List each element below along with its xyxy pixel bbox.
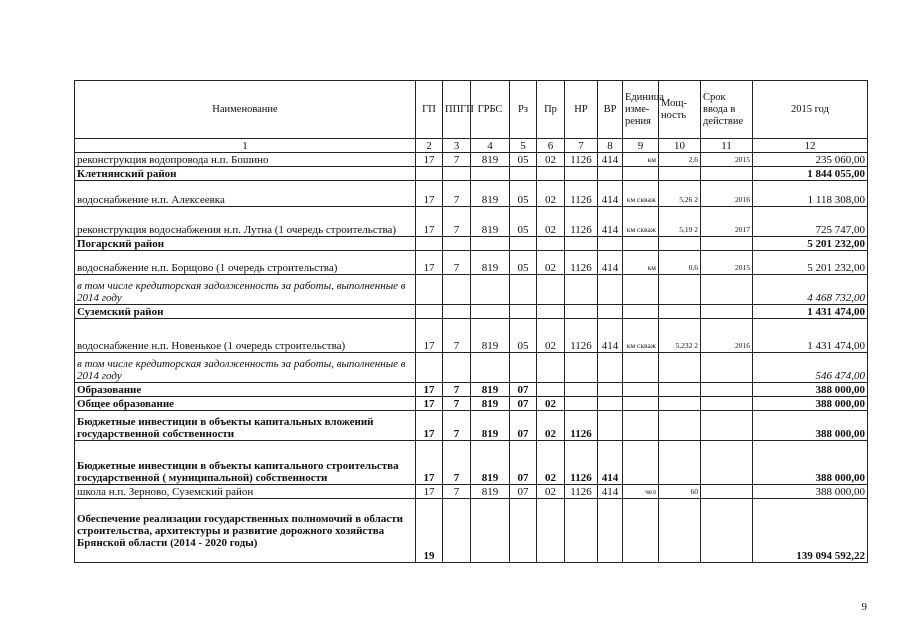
cell-gp: 17 [416, 411, 443, 441]
cell-ppgp: 7 [443, 441, 471, 485]
cell-unit: км [623, 153, 659, 167]
cell-gp: 17 [416, 485, 443, 499]
cell-pr [537, 499, 565, 563]
cell-amount: 388 000,00 [753, 397, 868, 411]
col-index: 3 [443, 139, 471, 153]
cell-ppgp: 7 [443, 207, 471, 237]
cell-term [701, 383, 753, 397]
cell-pr: 02 [537, 485, 565, 499]
cell-name: Клетнянский район [75, 167, 416, 181]
cell-name: Образование [75, 383, 416, 397]
cell-vr [598, 499, 623, 563]
cell-pr: 02 [537, 397, 565, 411]
cell-term [701, 353, 753, 383]
cell-name: в том числе кредиторская задолженность за работы, выполненные в 2014 году [75, 275, 416, 305]
cell-nr [565, 353, 598, 383]
cell-amount: 388 000,00 [753, 485, 868, 499]
cell-vr: 414 [598, 485, 623, 499]
cell-name: Бюджетные инвестиции в объекты капитальных вложений государственной собственности [75, 411, 416, 441]
cell-name: водоснабжение н.п. Алексеевка [75, 181, 416, 207]
cell-ppgp: 7 [443, 251, 471, 275]
cell-nr: 1126 [565, 441, 598, 485]
col-header-ppgp: ППГП [443, 81, 471, 139]
cell-vr: 414 [598, 181, 623, 207]
column-index-row [75, 139, 868, 153]
cell-gp: 17 [416, 397, 443, 411]
cell-pr [537, 237, 565, 251]
cell-pr [537, 275, 565, 305]
cell-vr [598, 305, 623, 319]
cell-rz: 05 [510, 207, 537, 237]
cell-ppgp: 7 [443, 485, 471, 499]
cell-ppgp [443, 353, 471, 383]
table-row [75, 397, 868, 411]
col-header-year: 2015 год [753, 81, 868, 139]
cell-nr [565, 275, 598, 305]
cell-pr: 02 [537, 411, 565, 441]
cell-pr: 02 [537, 319, 565, 353]
cell-power [659, 411, 701, 441]
cell-grbs [471, 167, 510, 181]
cell-grbs: 819 [471, 411, 510, 441]
cell-nr: 1126 [565, 319, 598, 353]
cell-power [659, 305, 701, 319]
cell-gp: 17 [416, 441, 443, 485]
cell-vr: 414 [598, 441, 623, 485]
cell-power [659, 499, 701, 563]
col-index: 11 [701, 139, 753, 153]
col-header-power: Мощ-ность [659, 81, 701, 139]
col-header-unit: Единица изме-рения [623, 81, 659, 139]
col-header-grbs: ГРБС [471, 81, 510, 139]
cell-rz: 07 [510, 397, 537, 411]
header-row [75, 81, 868, 139]
cell-unit [623, 383, 659, 397]
table-row [75, 441, 868, 485]
cell-ppgp [443, 499, 471, 563]
cell-pr: 02 [537, 207, 565, 237]
cell-power: 5,19 2 [659, 207, 701, 237]
cell-gp [416, 353, 443, 383]
cell-unit [623, 499, 659, 563]
cell-amount: 388 000,00 [753, 383, 868, 397]
cell-gp [416, 237, 443, 251]
cell-rz [510, 167, 537, 181]
col-header-gp: ГП [416, 81, 443, 139]
cell-unit: км [623, 251, 659, 275]
cell-vr: 414 [598, 251, 623, 275]
cell-rz [510, 237, 537, 251]
cell-rz: 05 [510, 181, 537, 207]
cell-rz: 05 [510, 319, 537, 353]
cell-ppgp: 7 [443, 181, 471, 207]
cell-name: школа н.п. Зерново, Суземский район [75, 485, 416, 499]
cell-vr: 414 [598, 319, 623, 353]
cell-ppgp [443, 167, 471, 181]
cell-grbs: 819 [471, 485, 510, 499]
cell-grbs [471, 305, 510, 319]
cell-ppgp [443, 305, 471, 319]
cell-amount: 725 747,00 [753, 207, 868, 237]
cell-unit [623, 411, 659, 441]
cell-pr [537, 353, 565, 383]
cell-rz: 07 [510, 485, 537, 499]
cell-rz [510, 499, 537, 563]
cell-name: водоснабжение н.п. Борщово (1 очередь строительства) [75, 251, 416, 275]
table-row [75, 207, 868, 237]
cell-nr: 1126 [565, 207, 598, 237]
cell-nr [565, 383, 598, 397]
cell-vr [598, 411, 623, 441]
cell-term: 2017 [701, 207, 753, 237]
cell-nr: 1126 [565, 411, 598, 441]
cell-pr: 02 [537, 251, 565, 275]
cell-ppgp [443, 237, 471, 251]
cell-nr: 1126 [565, 485, 598, 499]
table-body [75, 153, 868, 563]
table-row [75, 305, 868, 319]
cell-vr: 414 [598, 153, 623, 167]
cell-term [701, 305, 753, 319]
cell-gp: 19 [416, 499, 443, 563]
cell-amount: 139 094 592,22 [753, 499, 868, 563]
cell-vr [598, 237, 623, 251]
table-row [75, 275, 868, 305]
budget-table [74, 80, 868, 563]
cell-nr [565, 397, 598, 411]
col-header-name: Наименование [75, 81, 416, 139]
cell-power [659, 397, 701, 411]
col-index: 10 [659, 139, 701, 153]
cell-unit [623, 237, 659, 251]
cell-name: реконструкция водопровода н.п. Бошино [75, 153, 416, 167]
cell-power: 2,6 [659, 153, 701, 167]
cell-pr: 02 [537, 441, 565, 485]
cell-term [701, 411, 753, 441]
cell-name: Погарский район [75, 237, 416, 251]
col-index: 12 [753, 139, 868, 153]
cell-unit: чел [623, 485, 659, 499]
cell-rz: 07 [510, 383, 537, 397]
page-number: 9 [861, 601, 867, 613]
cell-power [659, 383, 701, 397]
cell-ppgp: 7 [443, 397, 471, 411]
cell-grbs: 819 [471, 181, 510, 207]
cell-pr [537, 305, 565, 319]
col-header-vr: ВР [598, 81, 623, 139]
cell-grbs: 819 [471, 397, 510, 411]
cell-term: 2015 [701, 251, 753, 275]
cell-vr [598, 397, 623, 411]
cell-term: 2015 [701, 153, 753, 167]
cell-term: 2016 [701, 181, 753, 207]
cell-gp [416, 275, 443, 305]
col-header-term: Срок ввода в действие [701, 81, 753, 139]
cell-amount: 1 431 474,00 [753, 305, 868, 319]
cell-rz [510, 275, 537, 305]
cell-vr [598, 383, 623, 397]
cell-amount: 388 000,00 [753, 411, 868, 441]
col-index: 5 [510, 139, 537, 153]
cell-name: Бюджетные инвестиции в объекты капитального строительства государственной ( муниципальной) собственности [75, 441, 416, 485]
cell-unit [623, 441, 659, 485]
col-header-rz: Рз [510, 81, 537, 139]
cell-rz: 05 [510, 153, 537, 167]
cell-amount: 388 000,00 [753, 441, 868, 485]
cell-amount: 5 201 232,00 [753, 251, 868, 275]
col-index: 1 [75, 139, 416, 153]
cell-gp: 17 [416, 153, 443, 167]
cell-pr [537, 167, 565, 181]
cell-name: Обеспечение реализации государственных полномочий в области строительства, архитектуры и развитие дорожного хозяйства Брянской области (2014 - 2020 годы) [75, 499, 416, 563]
cell-gp [416, 305, 443, 319]
table-row [75, 499, 868, 563]
cell-term [701, 167, 753, 181]
table-row [75, 411, 868, 441]
cell-amount: 4 468 732,00 [753, 275, 868, 305]
cell-ppgp: 7 [443, 319, 471, 353]
col-header-nr: НР [565, 81, 598, 139]
cell-amount: 5 201 232,00 [753, 237, 868, 251]
col-index: 4 [471, 139, 510, 153]
table-row [75, 485, 868, 499]
table-row [75, 181, 868, 207]
cell-nr [565, 305, 598, 319]
col-index: 2 [416, 139, 443, 153]
cell-ppgp: 7 [443, 153, 471, 167]
table-row [75, 319, 868, 353]
cell-grbs: 819 [471, 251, 510, 275]
cell-power [659, 353, 701, 383]
cell-power: 5,26 2 [659, 181, 701, 207]
cell-unit [623, 353, 659, 383]
cell-grbs: 819 [471, 207, 510, 237]
cell-term [701, 441, 753, 485]
cell-power: 5,232 2 [659, 319, 701, 353]
cell-gp: 17 [416, 181, 443, 207]
cell-vr [598, 275, 623, 305]
cell-gp: 17 [416, 251, 443, 275]
cell-power [659, 275, 701, 305]
cell-vr [598, 353, 623, 383]
cell-pr: 02 [537, 153, 565, 167]
cell-nr [565, 237, 598, 251]
col-index: 7 [565, 139, 598, 153]
cell-unit [623, 275, 659, 305]
cell-name: Общее образование [75, 397, 416, 411]
cell-grbs: 819 [471, 383, 510, 397]
cell-gp: 17 [416, 319, 443, 353]
cell-pr: 02 [537, 181, 565, 207]
cell-gp [416, 167, 443, 181]
cell-power: 0,6 [659, 251, 701, 275]
cell-unit: км скваж [623, 181, 659, 207]
col-header-pr: Пр [537, 81, 565, 139]
cell-ppgp [443, 275, 471, 305]
cell-unit: км скваж [623, 207, 659, 237]
cell-grbs: 819 [471, 319, 510, 353]
cell-rz: 05 [510, 251, 537, 275]
cell-nr: 1126 [565, 181, 598, 207]
cell-power [659, 441, 701, 485]
table-row [75, 383, 868, 397]
cell-unit [623, 397, 659, 411]
cell-grbs [471, 353, 510, 383]
cell-rz [510, 305, 537, 319]
cell-vr [598, 167, 623, 181]
cell-nr: 1126 [565, 251, 598, 275]
table-row [75, 167, 868, 181]
cell-name: водоснабжение н.п. Новенькое (1 очередь строительства) [75, 319, 416, 353]
table-row [75, 251, 868, 275]
cell-gp: 17 [416, 207, 443, 237]
cell-vr: 414 [598, 207, 623, 237]
col-index: 8 [598, 139, 623, 153]
cell-ppgp: 7 [443, 411, 471, 441]
cell-power [659, 237, 701, 251]
cell-amount: 235 060,00 [753, 153, 868, 167]
cell-grbs [471, 275, 510, 305]
cell-ppgp: 7 [443, 383, 471, 397]
cell-rz [510, 353, 537, 383]
cell-amount: 1 844 055,00 [753, 167, 868, 181]
cell-term [701, 237, 753, 251]
cell-amount: 1 118 308,00 [753, 181, 868, 207]
col-index: 6 [537, 139, 565, 153]
cell-unit [623, 167, 659, 181]
cell-name: Суземский район [75, 305, 416, 319]
cell-term [701, 397, 753, 411]
cell-grbs: 819 [471, 153, 510, 167]
table-row [75, 237, 868, 251]
cell-rz: 07 [510, 441, 537, 485]
cell-rz: 07 [510, 411, 537, 441]
cell-term: 2016 [701, 319, 753, 353]
col-index: 9 [623, 139, 659, 153]
cell-nr [565, 499, 598, 563]
cell-term [701, 275, 753, 305]
cell-term [701, 485, 753, 499]
cell-name: в том числе кредиторская задолженность за работы, выполненные в 2014 году [75, 353, 416, 383]
cell-unit: км скваж [623, 319, 659, 353]
cell-grbs [471, 237, 510, 251]
cell-amount: 1 431 474,00 [753, 319, 868, 353]
table-row [75, 353, 868, 383]
cell-name: реконструкция водоснабжения н.п. Лутна (1 очередь строительства) [75, 207, 416, 237]
cell-nr [565, 167, 598, 181]
cell-pr [537, 383, 565, 397]
cell-amount: 546 474,00 [753, 353, 868, 383]
cell-power: 60 [659, 485, 701, 499]
cell-gp: 17 [416, 383, 443, 397]
cell-unit [623, 305, 659, 319]
table-row [75, 153, 868, 167]
cell-term [701, 499, 753, 563]
cell-nr: 1126 [565, 153, 598, 167]
cell-power [659, 167, 701, 181]
cell-grbs: 819 [471, 441, 510, 485]
cell-grbs [471, 499, 510, 563]
